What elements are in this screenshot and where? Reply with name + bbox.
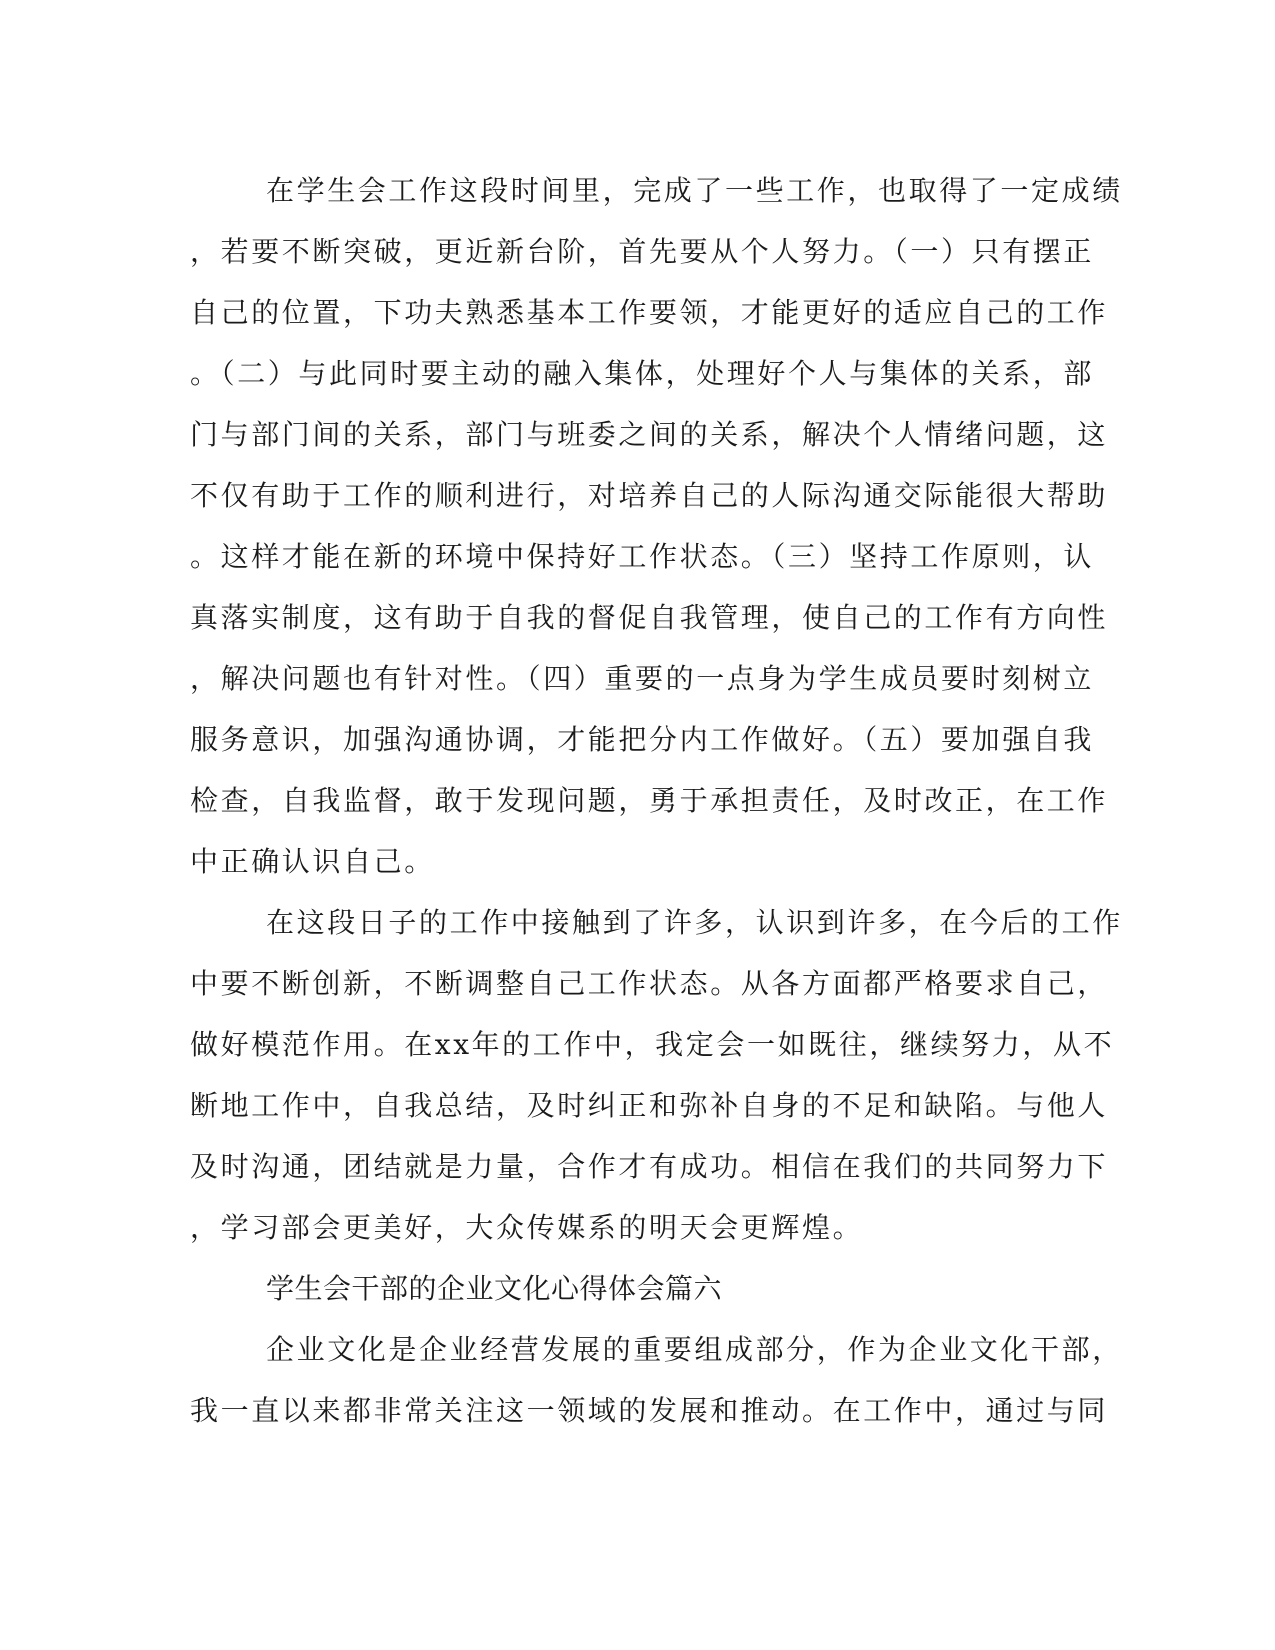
text-line: 。这样才能在新的环境中保持好工作状态。（三）坚持工作原则，认 [190,540,1095,573]
paragraph-2 [190,892,1123,1258]
document-body [190,160,1123,1441]
text-line: 不仅有助于工作的顺利进行，对培养自己的人际沟通交际能很大帮助 [190,479,1109,512]
text-line: 中正确认识自己。 [190,845,435,878]
text-line: 及时沟通，团结就是力量，合作才有成功。相信在我们的共同努力下 [190,1150,1109,1183]
section-heading-text: 学生会干部的企业文化心得体会篇六 [266,1272,723,1305]
text-line: ，解决问题也有针对性。（四）重要的一点身为学生成员要时刻树立 [190,662,1095,695]
text-line: 中要不断创新，不断调整自己工作状态。从各方面都严格要求自己， [190,967,1109,1000]
text-line: 在学生会工作这段时间里，完成了一些工作，也取得了一定成绩 [266,174,1123,207]
text-line: 自己的位置，下功夫熟悉基本工作要领，才能更好的适应自己的工作 [190,296,1109,329]
text-line: ，若要不断突破，更近新台阶，首先要从个人努力。（一）只有摆正 [190,235,1095,268]
paragraph-1 [190,160,1123,892]
text-line: 断地工作中，自我总结，及时纠正和弥补自身的不足和缺陷。与他人 [190,1089,1109,1122]
section-heading [190,1258,1070,1319]
text-line: 检查，自我监督，敢于发现问题，勇于承担责任，及时改正，在工作 [190,784,1109,817]
paragraph-3 [190,1319,1123,1441]
text-line: 门与部门间的关系，部门与班委之间的关系，解决个人情绪问题，这 [190,418,1109,451]
text-line: 我一直以来都非常关注这一领域的发展和推动。在工作中，通过与同 [190,1394,1109,1427]
text-line: 服务意识，加强沟通协调，才能把分内工作做好。（五）要加强自我 [190,723,1095,756]
text-line: 企业文化是企业经营发展的重要组成部分，作为企业文化干部， [266,1333,1123,1366]
text-line: 做好模范作用。在xx年的工作中，我定会一如既往，继续努力，从不 [190,1028,1115,1061]
text-line: 真落实制度，这有助于自我的督促自我管理，使自己的工作有方向性 [190,601,1109,634]
text-line: ，学习部会更美好，大众传媒系的明天会更辉煌。 [190,1211,864,1244]
text-line: 。（二）与此同时要主动的融入集体，处理好个人与集体的关系，部 [190,357,1095,390]
text-line: 在这段日子的工作中接触到了许多，认识到许多，在今后的工作 [266,906,1123,939]
